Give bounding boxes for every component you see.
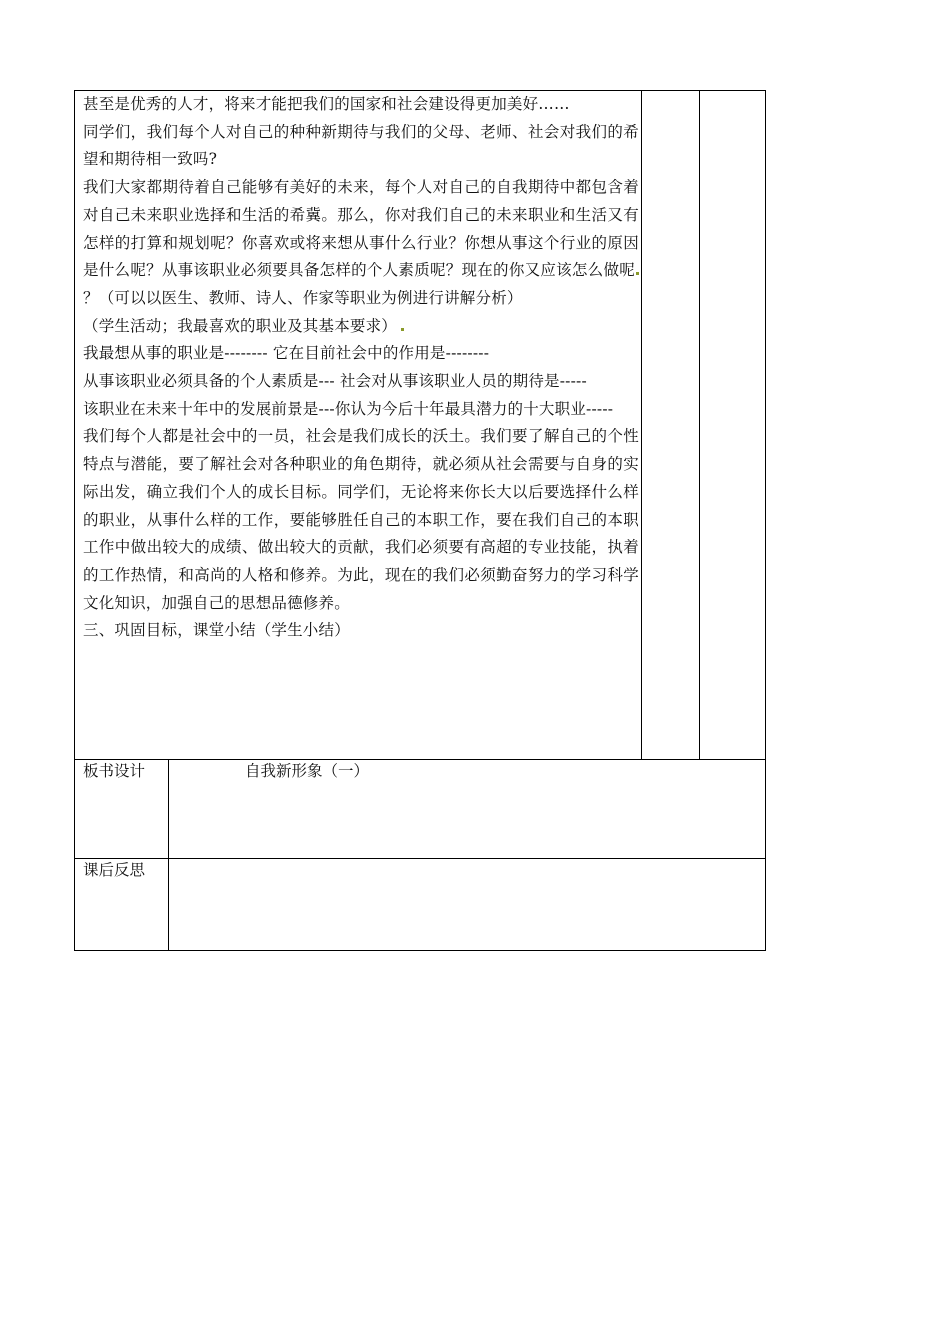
column-divider xyxy=(641,91,642,760)
paragraph: 同学们，我们每个人对自己的种种新期待与我们的父母、老师、社会对我们的希望和期待相一致吗? xyxy=(83,122,639,169)
paragraph xyxy=(83,313,639,341)
paragraph: 该职业在未来十年中的发展前景是---你认为今后十年最具潜力的十大职业----- xyxy=(83,399,614,418)
column-divider xyxy=(168,760,169,858)
column-divider xyxy=(168,859,169,950)
lesson-content-table xyxy=(74,90,766,760)
paragraph-text: ？（可以以医生、教师、诗人、作家等职业为例进行讲解分析） xyxy=(83,288,523,307)
paragraph: 我最想从事的职业是-------- 它在目前社会中的作用是-------- xyxy=(83,344,490,363)
column-divider xyxy=(699,91,700,760)
paragraph: 三、巩固目标，课堂小结（学生小结） xyxy=(83,621,350,640)
board-design-content: 自我新形象（一） xyxy=(245,762,370,780)
paragraph-text: 我们大家都期待着自己能够有美好的未来，每个人对自己的自我期待中都包含着对自己未来职业选择和生活的希冀。那么，你对我们自己的未来职业和生活又有怎样的打算和规划呢？你喜欢或将来想从事什么行业？你想从事这个行业的原因是什么呢？从事该职业必须要具备怎样的个人素质呢？现在的你又应该怎么做呢 xyxy=(83,178,639,280)
paragraph-text: （学生活动；我最喜欢的职业及其基本要求） xyxy=(83,316,398,335)
dot-mark-icon xyxy=(636,272,639,275)
board-design-label: 板书设计 xyxy=(83,762,146,780)
reflection-row xyxy=(75,859,765,950)
board-design-row xyxy=(75,760,765,859)
paragraph: 我们每个人都是社会中的一员，社会是我们成长的沃土。我们要了解自己的个性特点与潜能，要了解社会对各种职业的角色期待，就必须从社会需要与自身的实际出发，确立我们个人的成长目标。同学们，无论将来你长大以后要选择什么样的职业，从事什么样的工作，要能够胜任自己的本职工作，要在我们自己的本职工作中做出较大的成绩、做出较大的贡献，我们必须要有高超的专业技能，执着的工作热情，和高尚的人格和修养。为此，现在的我们必须勤奋努力的学习科学文化知识，加强自己的思想品德修养。 xyxy=(83,427,639,612)
reflection-label: 课后反思 xyxy=(83,861,146,879)
summary-table xyxy=(74,759,766,951)
paragraph: 从事该职业必须具备的个人素质是--- 社会对从事该职业人员的期待是----- xyxy=(83,372,587,391)
paragraph: 甚至是优秀的人才，将来才能把我们的国家和社会建设得更加美好…… xyxy=(83,95,570,113)
dot-mark-icon xyxy=(401,328,404,331)
paragraph xyxy=(83,174,639,313)
lesson-body-text xyxy=(83,91,639,645)
